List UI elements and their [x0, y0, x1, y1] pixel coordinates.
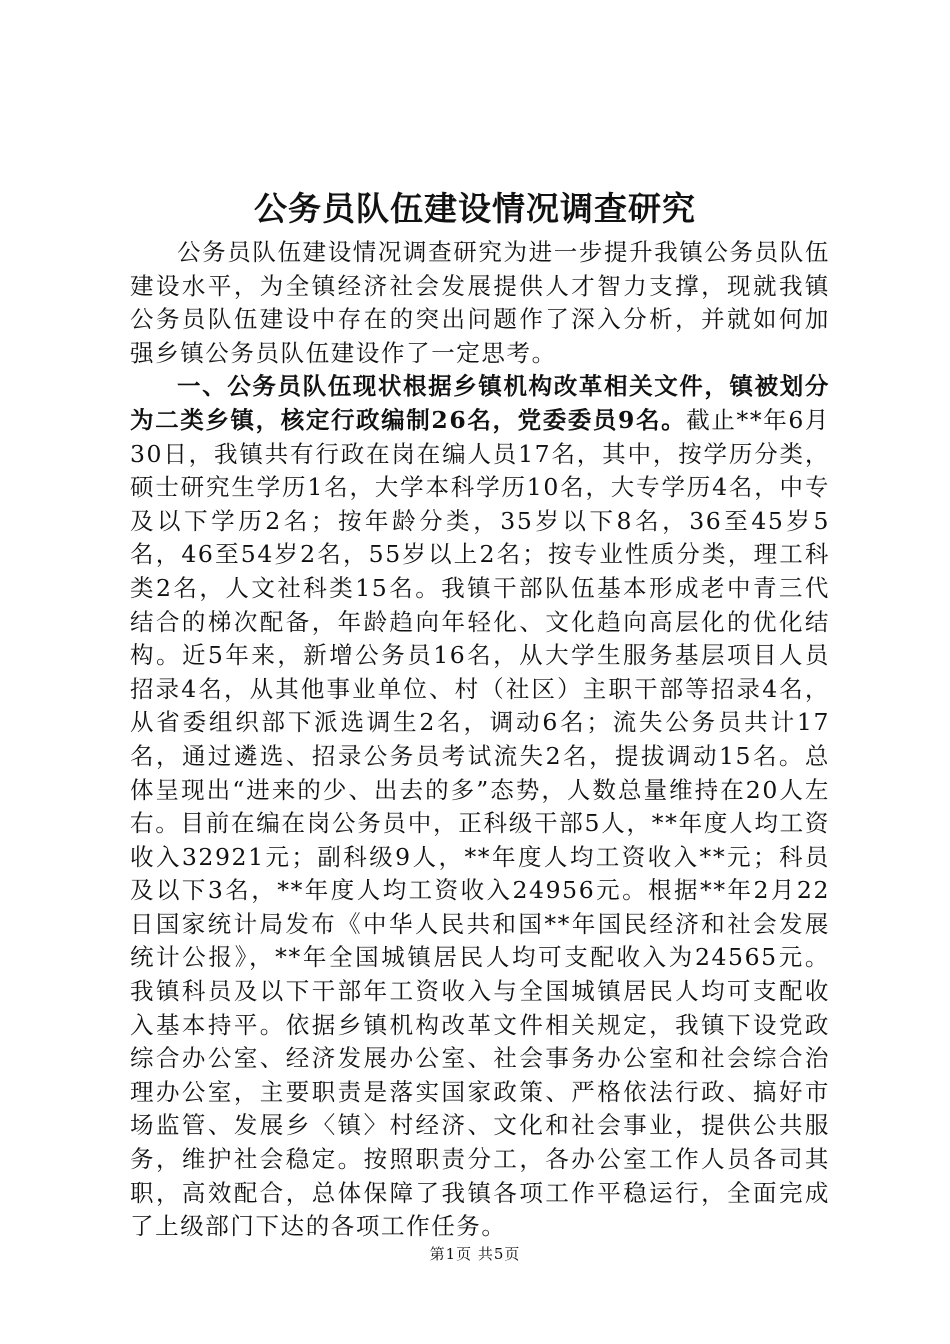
section-1-paragraph	[130, 370, 830, 1243]
section-1-heading: 一、公务员队伍现状根据乡镇机构改革相关文件，镇被划分为二类乡镇，核定行政编制26名，党委委员9名。	[130, 372, 830, 434]
document-title: 公务员队伍建设情况调查研究	[254, 189, 696, 228]
section-1-body: 截止**年6月30日，我镇共有行政在岗在编人员17名，其中，按学历分类，硕士研究生学历1名，大学本科学历10名，大专学历4名，中专及以下学历2名；按年龄分类，35岁以下8名，36至45岁5名，46至54岁2名，55岁以上2名；按专业性质分类，理工科类2名，人文社科类15名。我镇干部队伍基本形成老中青三代结合的梯次配备，年龄趋向年轻化、文化趋向高层化的优化结构。近5年来，新增公务员16名，从大学生服务基层项目人员招录4名，从其他事业单位、村（社区）主职干部等招录4名，从省委组织部下派选调生2名，调动6名；流失公务员共计17名，通过遴选、招录公务员考试流失2名，提拔调动15名。总体呈现出“进来的少、出去的多”态势，人数总量维持在20人左右。目前在编在岗公务员中，正科级干部5人，**年度人均工资收入32921元；副科级9人，**年度人均工资收入**元；科员及以下3名，**年度人均工资收入24956元。根据**年2月22日国家统计局发布《中华人民共和国**年国民经济和社会发展统计公报》，**年全国城镇居民人均可支配收入为24565元。我镇科员及以下干部年工资收入与全国城镇居民人均可支配收入基本持平。依据乡镇机构改革文件相关规定，我镇下设党政综合办公室、经济发展办公室、社会事务办公室和社会综合治理办公室，主要职责是落实国家政策、严格依法行政、搞好市场监管、发展乡〈镇〉村经济、文化和社会事业，提供公共服务，维护社会稳定。按照职责分工，各办公室工作人员各司其职，高效配合，总体保障了我镇各项工作平稳运行，全面完成了上级部门下达的各项工作任务。	[130, 405, 830, 1241]
document-body	[130, 236, 830, 1244]
page-number-footer: 第1页 共5页	[429, 1245, 521, 1263]
intro-paragraph: 公务员队伍建设情况调查研究为进一步提升我镇公务员队伍建设水平，为全镇经济社会发展提供人才智力支撑，现就我镇公务员队伍建设中存在的突出问题作了深入分析，并就如何加强乡镇公务员队伍建设作了一定思考。	[130, 238, 830, 367]
